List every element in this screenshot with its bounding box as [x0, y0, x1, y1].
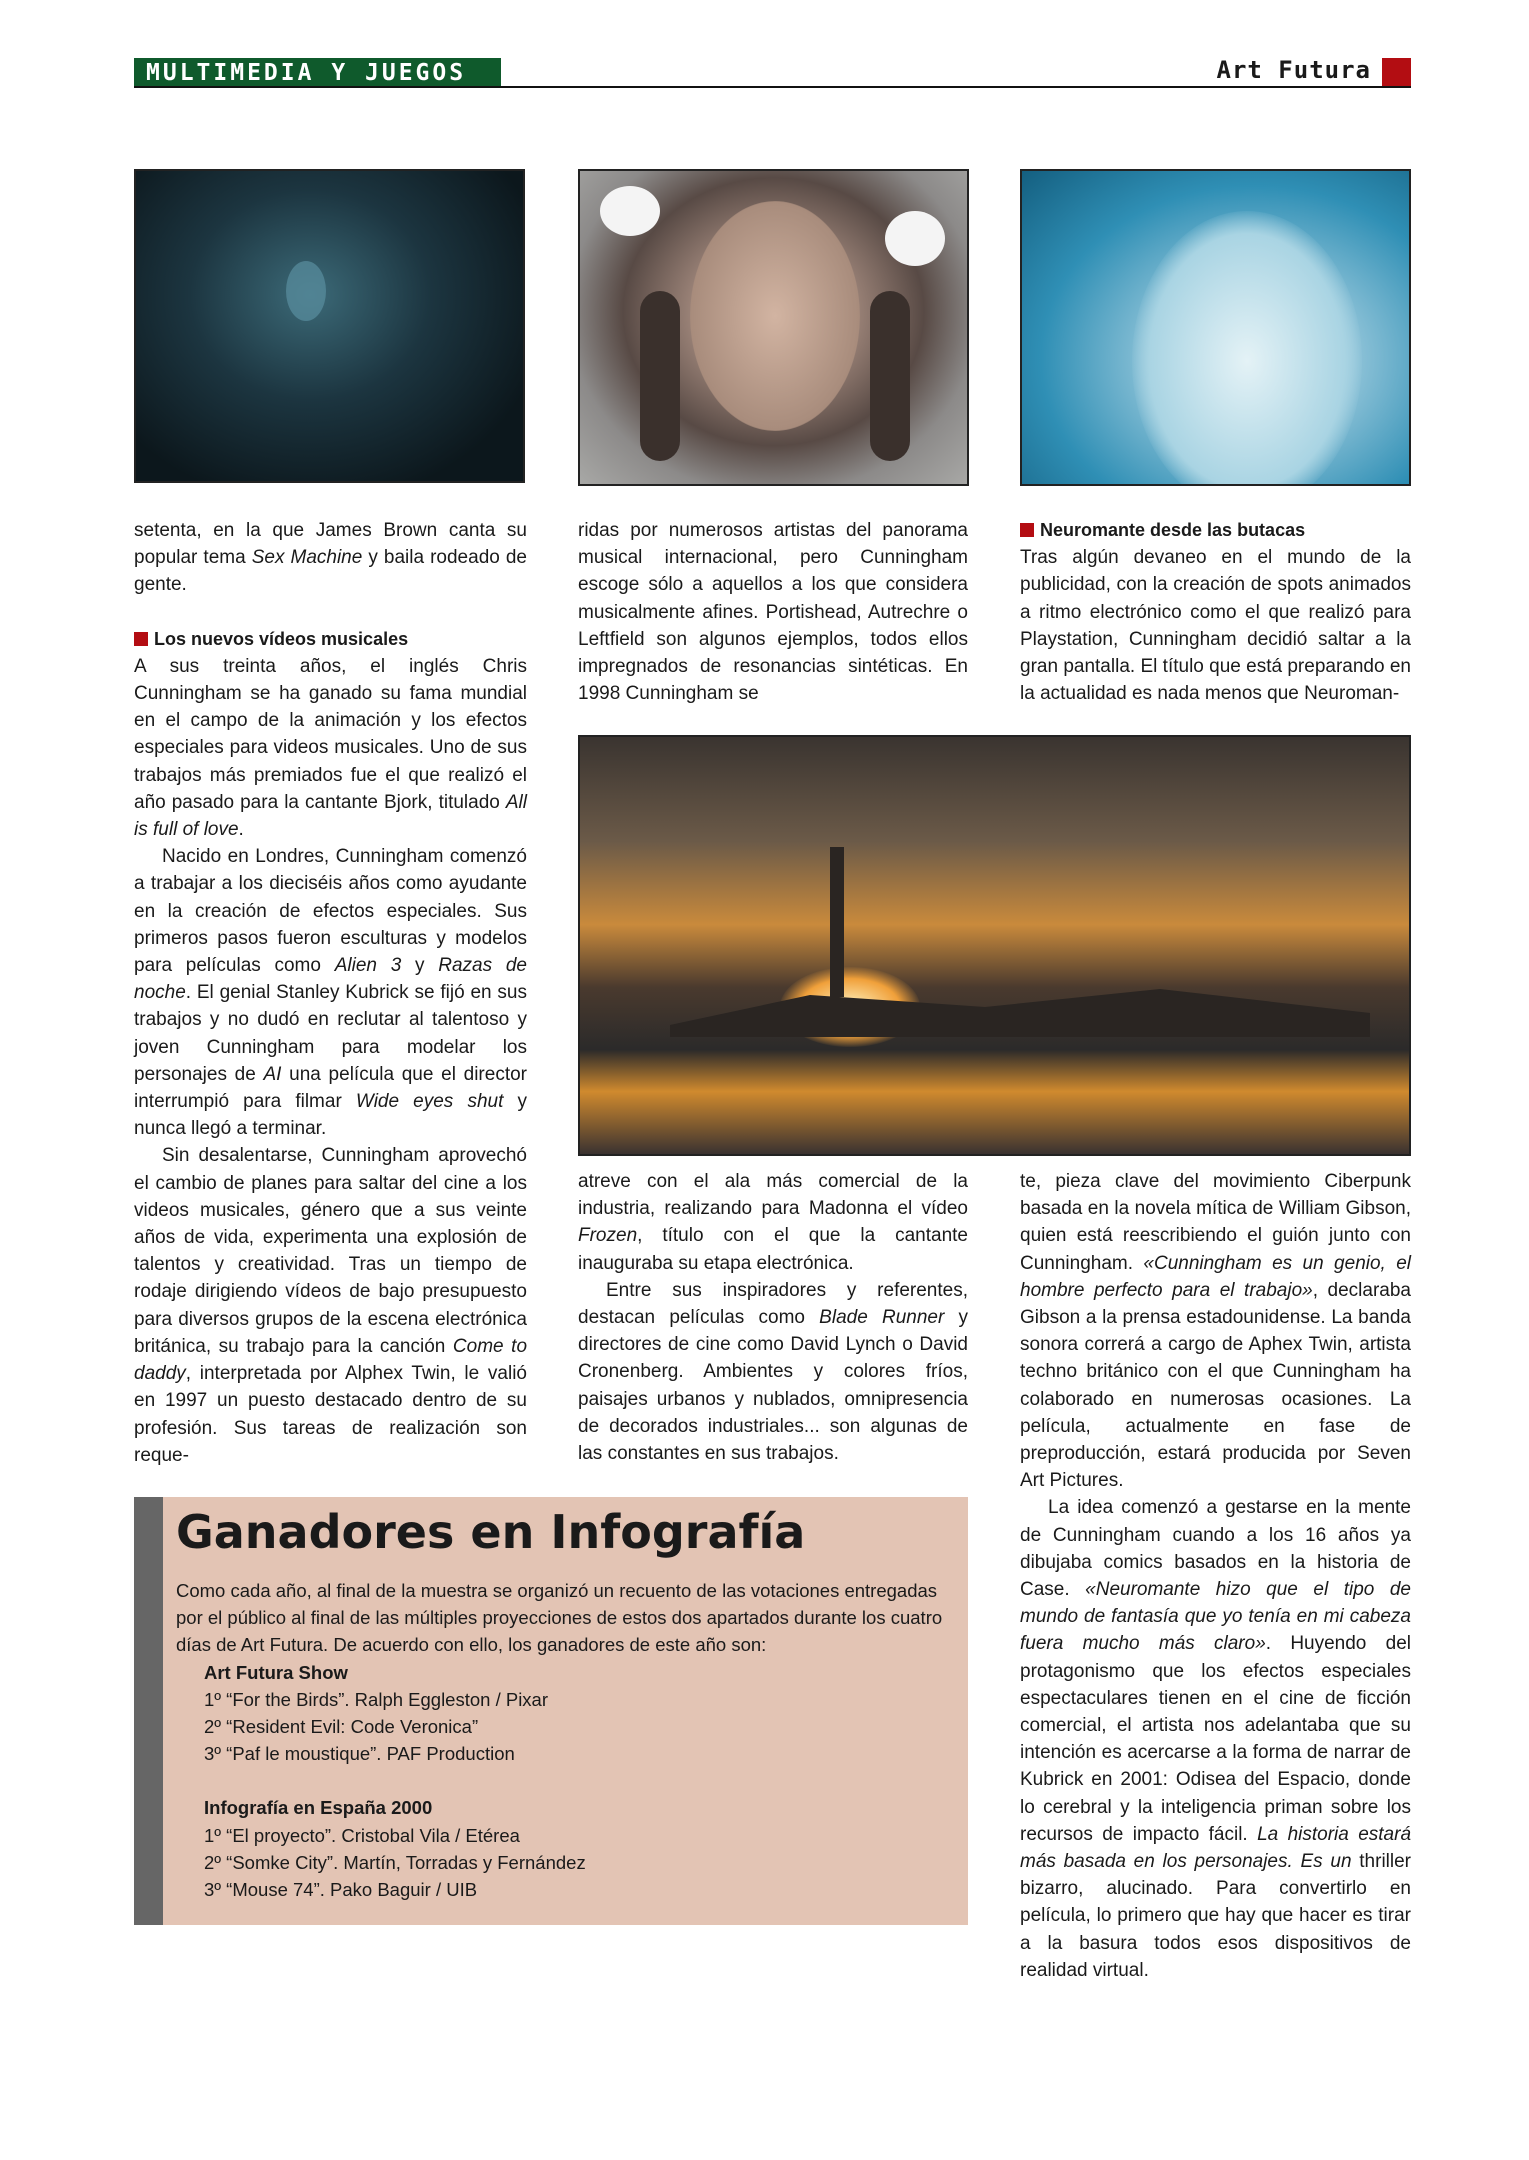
body-text: ridas por numerosos artistas del panorama musical internacional, pero Cunningham escoge sólo a aquellos a los que considera musicalmente afines. Portishead, Autrechre o Leftfield son algunos ejemplos, todos ellos impregnados de resonancias sintéticas. En 1998 Cunningham se	[578, 520, 968, 705]
body-text: . Huyendo del protagonismo que los efectos especiales espectaculares tienen en el cine de ficción comercial, el artista nos adelantaba que su intención es acercarse a la forma de narrar de Kubrick en 2001: Odisea del Espacio, donde lo cerebral y la inteligencia priman sobre los recursos de impacto fácil.	[1020, 1633, 1411, 1845]
paragraph	[1020, 1168, 1411, 1494]
italic-title-text: Razas de noche	[134, 955, 527, 1004]
photo-cg-girl-braids	[578, 169, 969, 486]
body-text: Entre sus inspiradores y referentes, destacan películas como	[578, 1279, 968, 1329]
italic-title-text: Blade Runner	[819, 1307, 945, 1329]
italic-title-text: All is full of love	[134, 791, 527, 841]
paragraph	[134, 517, 527, 599]
award-category: Infografía en España 2000	[204, 1797, 433, 1819]
body-text: atreve con el ala más comercial de la industria, realizando para Madonna el vídeo	[578, 1171, 968, 1220]
header-accent-square	[1382, 58, 1411, 86]
sidebar-body	[176, 1577, 946, 1903]
article-column-1	[134, 517, 527, 1469]
paragraph	[134, 843, 527, 1142]
award-item: 3º “Mouse 74”. Pako Baguir / UIB	[204, 1879, 478, 1901]
section-label: MULTIMEDIA Y JUEGOS	[134, 58, 501, 86]
body-text: Nacido en Londres, Cunningham comenzó a trabajar a los dieciséis años como ayudante en la creación de efectos especiales. Sus primeros pasos fueron esculturas y modelos para películas como	[134, 846, 527, 977]
body-text: , interpretada por Alphex Twin, le valió en 1997 un puesto destacado dentro de su profesión. Sus tareas de realización son reque-	[134, 1363, 527, 1466]
photo-sunset-city	[578, 735, 1411, 1156]
award-item: 2º “Resident Evil: Code Veronica”	[204, 1716, 479, 1738]
sidebar-title: Ganadores en Infografía	[176, 1505, 806, 1559]
winners-sidebar-box	[134, 1497, 968, 1925]
award-item: 2º “Somke City”. Martín, Torradas y Fernández	[204, 1851, 586, 1873]
sidebar-accent-bar	[134, 1497, 163, 1925]
article-column-2-top	[578, 517, 968, 707]
paragraph	[578, 517, 968, 707]
italic-title-text: «Neuromante hizo que el tipo de mundo de fantasía que yo tenía en mi cabeza fuera mucho más claro»	[1020, 1579, 1411, 1655]
italic-title-text: «Cunningham es un genio, el hombre perfecto para el trabajo»	[1020, 1252, 1411, 1301]
body-text: setenta, en la que James Brown canta su popular tema	[134, 520, 527, 569]
body-text: una película que el director interrumpió para filmar	[134, 1063, 527, 1113]
italic-title-text: Wide eyes shut	[355, 1091, 504, 1113]
italic-title-text: AI	[263, 1063, 282, 1085]
body-text: y baila rodeado de gente.	[134, 547, 528, 596]
body-text: y nunca llegó a terminar.	[134, 1091, 528, 1140]
paragraph	[578, 1277, 968, 1467]
body-text: thriller bizarro, alucinado. Para convertirlo en película, lo primero que hay que hacer es tirar a la basura todos esos dispositivos de realidad virtual.	[1020, 1851, 1412, 1981]
photo-blue-mask-face	[1020, 169, 1411, 486]
body-text: y	[401, 955, 439, 977]
paragraph	[1020, 1494, 1411, 1984]
paragraph	[134, 653, 527, 843]
italic-title-text: Sex Machine	[251, 547, 363, 569]
subheading	[134, 626, 527, 653]
paragraph	[578, 1168, 968, 1277]
header-rule	[134, 86, 1411, 88]
subheading-text: Los nuevos vídeos musicales	[154, 628, 409, 649]
paragraph	[134, 1142, 527, 1468]
red-square-bullet-icon	[1020, 523, 1034, 537]
italic-title-text: Frozen	[578, 1225, 638, 1247]
award-category: Art Futura Show	[204, 1661, 348, 1683]
award-item: 3º “Paf le moustique”. PAF Production	[204, 1743, 515, 1765]
award-item: 1º “For the Birds”. Ralph Eggleston / Pixar	[204, 1688, 549, 1710]
body-text: . El genial Stanley Kubrick se fijó en sus trabajos y no dudó en reclutar al talentoso y joven Cunningham para modelar los personajes de	[134, 982, 527, 1085]
subheading	[1020, 517, 1411, 544]
body-text: y directores de cine como David Lynch o David Cronenberg. Ambientes y colores fríos, paisajes urbanos y nublados, omnipresencia de decorados industriales... son algunas de las constantes en sus trabajos.	[578, 1307, 968, 1465]
subheading-text: Neuromante desde las butacas	[1040, 520, 1306, 540]
article-column-3-top	[1020, 517, 1411, 707]
article-column-2-bottom	[578, 1168, 968, 1467]
body-text: La idea comenzó a gestarse en la mente de Cunningham cuando a los 16 años ya dibujaba comics basados en la historia de Case.	[1020, 1497, 1411, 1601]
photo-dark-performer	[134, 169, 525, 483]
body-text: Tras algún devaneo en el mundo de la publicidad, con la creación de spots animados a ritmo electrónico como el que realizó para Playstation, Cunningham decidió saltar a la gran pantalla. El título que está preparando en la actualidad es nada menos que Neuroman-	[1020, 547, 1411, 705]
body-text: .	[238, 819, 244, 841]
body-text: te, pieza clave del movimiento Ciberpunk basada en la novela mítica de William Gibson, quien está reescribiendo el guión junto con Cunningham.	[1020, 1171, 1411, 1274]
sidebar-intro: Como cada año, al final de la muestra se organizó un recuento de las votaciones entregadas por el público al final de las múltiples proyecciones de estos dos apartados durante los cuatro días de Art Futura. De acuerdo con ello, los ganadores de este año son:	[176, 1580, 943, 1656]
italic-title-text: La historia estará más basada en los personajes. Es un	[1020, 1823, 1412, 1873]
italic-title-text: Come to daddy	[134, 1335, 528, 1385]
body-text: Sin desalentarse, Cunningham aprovechó el cambio de planes para saltar del cine a los videos musicales, género que a sus veinte años de vida, experimenta una explosión de talentos y creatividad. Tras un tiempo de rodaje dirigiendo vídeos de bajo presupuesto para diversos grupos de la escena electrónica británica, su trabajo para la canción	[134, 1145, 527, 1357]
italic-title-text: Alien 3	[334, 955, 402, 977]
award-item: 1º “El proyecto”. Cristobal Vila / Etérea	[204, 1824, 520, 1846]
body-text: A sus treinta años, el inglés Chris Cunningham se ha ganado su fama mundial en el campo de la animación y los efectos especiales para videos musicales. Uno de sus trabajos más premiados fue el que realizó el año pasado para la cantante Bjork, titulado	[134, 655, 527, 813]
article-column-3-bottom	[1020, 1168, 1411, 1984]
body-text: , declaraba Gibson a la prensa estadounidense. La banda sonora correrá a cargo de Aphex Twin, artista techno británico con el que Cunningham ha colaborado en numerosas ocasiones. La película, actualmente en fase de preproducción, estará producida por Seven Art Pictures.	[1020, 1279, 1411, 1492]
magazine-topic-title: Art Futura	[1216, 56, 1371, 84]
paragraph	[1020, 544, 1411, 707]
body-text: , título con el que la cantante inauguraba su etapa electrónica.	[578, 1225, 968, 1274]
red-square-bullet-icon	[134, 632, 148, 646]
